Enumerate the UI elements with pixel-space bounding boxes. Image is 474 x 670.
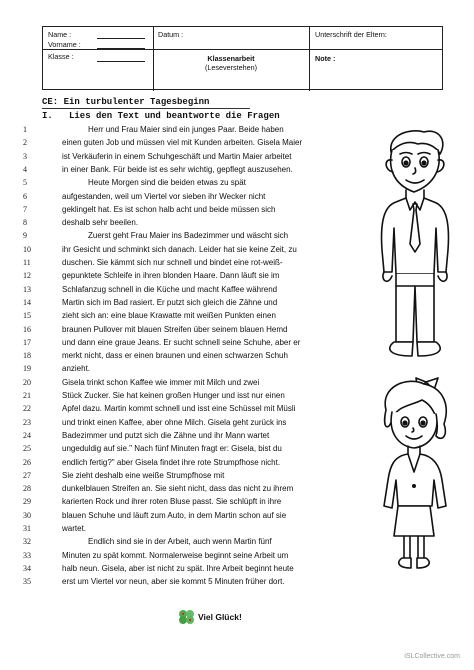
line-number: 26 bbox=[23, 457, 31, 467]
line-text: gepunktete Schleife in ihren blonden Haare. Dann läuft sie im bbox=[62, 271, 280, 281]
line-text: merkt nicht, dass er einen braunen und einen schwarzen Schuh bbox=[62, 351, 288, 361]
name-label: Name : bbox=[48, 30, 72, 39]
section-heading: CE: Ein turbulenter Tagesbeginn bbox=[42, 96, 250, 109]
line-text: karierten Rock und ihrer roten Bluse passt. Sie schlüpft in ihre bbox=[62, 497, 282, 507]
line-number: 27 bbox=[23, 470, 31, 480]
line-text: wartet. bbox=[62, 524, 87, 533]
line-text: Heute Morgen sind die beiden etwas zu spät bbox=[88, 178, 246, 188]
line-text: aufgestanden, weil um Viertel vor sieben ihr Wecker nicht bbox=[62, 191, 266, 201]
header-col-divider-2 bbox=[309, 27, 310, 91]
line-number: 29 bbox=[23, 497, 31, 507]
datum-label: Datum : bbox=[158, 30, 184, 39]
line-text: Zuerst geht Frau Maier ins Badezimmer und wäscht sich bbox=[88, 231, 289, 241]
line-number: 2 bbox=[23, 138, 27, 148]
line-number: 12 bbox=[23, 271, 31, 281]
line-text: Herr und Frau Maier sind ein junges Paar. Beide haben bbox=[88, 125, 284, 134]
line-text: Stück Zucker. Sie hat keinen großen Hunger und isst nur einen bbox=[62, 391, 285, 400]
line-number: 7 bbox=[23, 204, 27, 214]
line-number: 5 bbox=[23, 178, 27, 188]
line-text: einen guten Job und müssen viel mit Kunden arbeiten. Gisela Maier bbox=[62, 138, 303, 148]
line-text: erst um Viertel vor neun, aber sie kommt 5 Minuten früher dort. bbox=[62, 577, 285, 587]
line-number: 20 bbox=[23, 377, 31, 387]
woman-illustration bbox=[364, 376, 466, 572]
line-text: blauen Schuhe und läuft zum Auto, in dem Martin schon auf sie bbox=[62, 510, 287, 520]
klasse-label: Klasse : bbox=[48, 52, 74, 61]
line-number: 16 bbox=[23, 324, 31, 334]
line-text: in einer Bank. Für beide ist es sehr wichtig, gepflegt auszusehen. bbox=[62, 164, 293, 174]
line-number: 28 bbox=[23, 484, 31, 494]
clover-icon bbox=[177, 608, 197, 626]
line-text: geklingelt hat. Es ist schon halb acht und beide müssen sich bbox=[62, 204, 276, 214]
line-text: dunkelblauen Streifen an. Sie sieht nicht, dass das nicht zu ihrem bbox=[62, 484, 294, 494]
line-text: braunen Pullover mit blauen Streifen über seinem blauen Hemd bbox=[62, 324, 288, 334]
line-number: 6 bbox=[23, 191, 27, 201]
line-number: 21 bbox=[23, 391, 31, 400]
test-subtitle: (Leseverstehen) bbox=[205, 63, 257, 72]
line-number: 32 bbox=[23, 537, 31, 547]
line-text: Sie zieht deshalb eine weiße Strumpfhose mit bbox=[62, 470, 225, 480]
line-text: Schlafanzug schnell in die Küche und macht Kaffee während bbox=[62, 284, 278, 294]
watermark: iSLCollective.com bbox=[404, 653, 460, 660]
line-number: 18 bbox=[23, 351, 31, 361]
line-text: endlich fertig?" aber Gisela findet ihre rote Strumpfhose nicht. bbox=[62, 457, 281, 467]
man-illustration bbox=[366, 126, 466, 372]
line-text: und trinkt einen Kaffee, aber ohne Milch. Gisela geht zurück ins bbox=[62, 417, 287, 427]
line-text: Minuten zu spät kommt. Normalerweise beginnt seine Arbeit um bbox=[62, 550, 289, 560]
vorname-label: Vorname : bbox=[48, 40, 81, 49]
line-number: 31 bbox=[23, 524, 31, 533]
line-number: 17 bbox=[23, 337, 31, 347]
unterschrift-label: Unterschrift der Eltern: bbox=[315, 30, 387, 39]
line-text: zieht sich an: eine blaue Krawatte mit weißen Punkten einen bbox=[62, 311, 276, 321]
instruction-heading: I. Lies den Text und beantworte die Fragen bbox=[42, 111, 280, 121]
line-text: Endlich sind sie in der Arbeit, auch wenn Martin fünf bbox=[88, 537, 272, 547]
name-line bbox=[97, 38, 145, 39]
line-number: 4 bbox=[23, 164, 27, 174]
line-text: ihr Gesicht und schminkt sich danach. Leider hat sie keine Zeit, zu bbox=[62, 244, 297, 254]
line-text: Apfel dazu. Martin kommt schnell und isst eine Schüssel mit Müsli bbox=[62, 404, 296, 414]
line-text: ist Verkäuferin in einem Schuhgeschäft und Martin Maier arbeitet bbox=[62, 151, 292, 161]
line-text: und dann eine graue Jeans. Er sucht schnell seine Schuhe, aber er bbox=[62, 337, 301, 347]
header-table bbox=[42, 26, 443, 90]
good-luck-text: Viel Glück! bbox=[198, 612, 242, 622]
note-label: Note : bbox=[315, 54, 336, 63]
line-number: 9 bbox=[23, 231, 27, 241]
line-number: 34 bbox=[23, 563, 31, 573]
line-number: 19 bbox=[23, 364, 31, 374]
line-number: 23 bbox=[23, 417, 31, 427]
line-number: 11 bbox=[23, 258, 31, 267]
vorname-line bbox=[97, 48, 145, 49]
line-number: 33 bbox=[23, 550, 31, 560]
klasse-line bbox=[97, 61, 145, 62]
line-number: 25 bbox=[23, 444, 31, 454]
line-number: 13 bbox=[23, 284, 31, 294]
line-text: ungeduldig auf sie." Nach fünf Minuten fragt er: Gisela, bist du bbox=[62, 444, 282, 454]
line-number: 10 bbox=[23, 244, 31, 254]
line-number: 8 bbox=[23, 218, 27, 228]
line-text: Gisela trinkt schon Kaffee wie immer mit Milch und zwei bbox=[62, 377, 260, 387]
line-number: 24 bbox=[23, 430, 31, 440]
line-number: 3 bbox=[23, 151, 27, 161]
line-text: deshalb sehr beeilen. bbox=[62, 218, 139, 228]
line-text: anzieht. bbox=[62, 364, 91, 374]
line-number: 22 bbox=[23, 404, 31, 414]
line-number: 1 bbox=[23, 125, 27, 134]
line-number: 30 bbox=[23, 510, 31, 520]
test-title: Klassenarbeit bbox=[207, 54, 255, 63]
line-text: duschen. Sie kämmt sich nur schnell und bindet eine rot-weiß- bbox=[62, 258, 283, 267]
line-number: 15 bbox=[23, 311, 31, 321]
line-number: 14 bbox=[23, 297, 31, 307]
line-text: Badezimmer und putzt sich die Zähne und ihr Mann wartet bbox=[62, 430, 270, 440]
line-number: 35 bbox=[23, 577, 31, 587]
line-text: halb neun. Gisela, aber ist nicht zu spät. Ihre Arbeit beginnt heute bbox=[62, 563, 294, 573]
line-text: Martin sich im Bad rasiert. Er putzt sich gleich die Zähne und bbox=[62, 297, 278, 307]
